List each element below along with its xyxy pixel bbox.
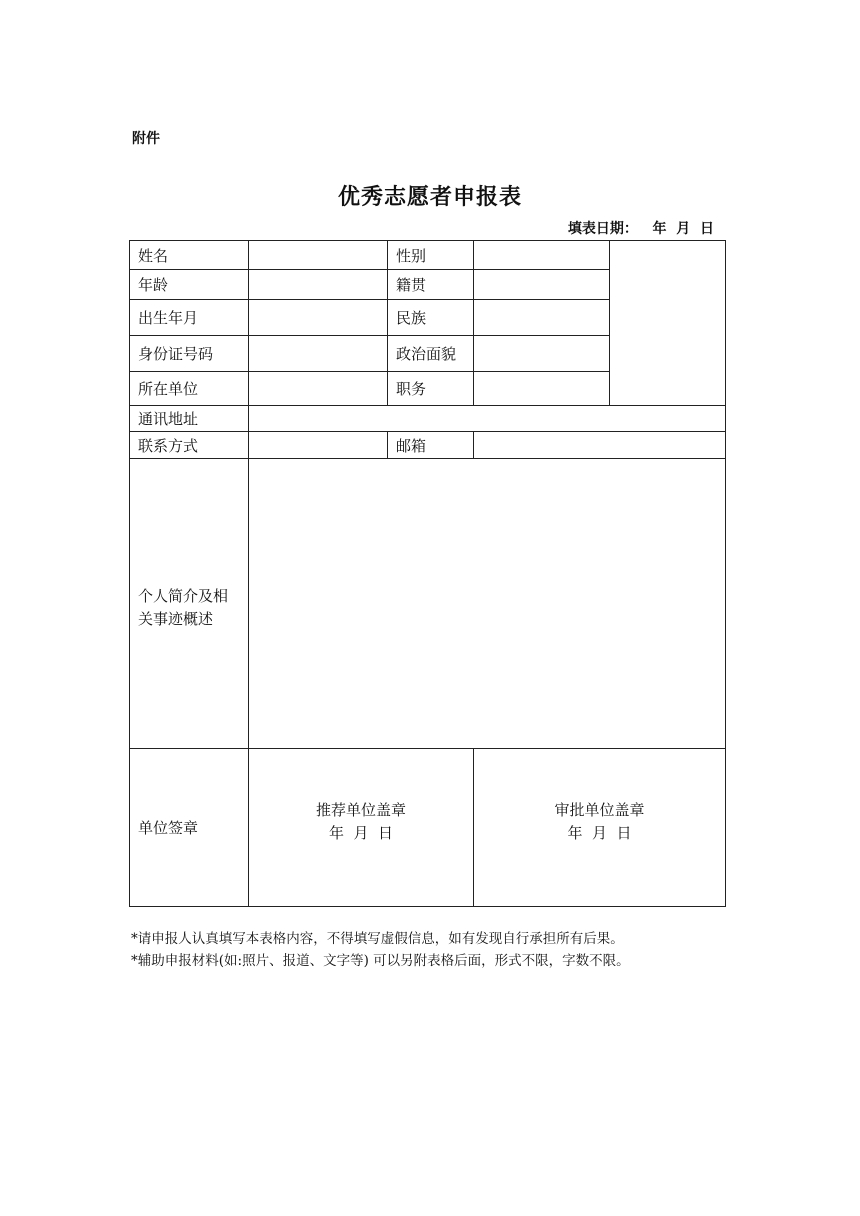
bio-field[interactable] <box>249 459 726 749</box>
unit-field[interactable] <box>249 372 388 406</box>
contact-field[interactable] <box>249 432 388 459</box>
age-label: 年龄 <box>130 270 249 300</box>
id-label: 身份证号码 <box>130 336 249 372</box>
address-field[interactable] <box>249 406 726 432</box>
unit-label: 所在单位 <box>130 372 249 406</box>
native-place-field[interactable] <box>474 270 610 300</box>
approve-seal-text: 审批单位盖章 <box>554 800 645 819</box>
email-field[interactable] <box>474 432 726 459</box>
attachment-label: 附件 <box>132 131 160 147</box>
recommend-seal-text: 推荐单位盖章 <box>315 800 406 819</box>
political-field[interactable] <box>474 336 610 372</box>
ethnicity-field[interactable] <box>474 300 610 336</box>
notes <box>131 928 630 972</box>
gender-field[interactable] <box>474 241 610 270</box>
page-title: 优秀志愿者申报表 <box>337 184 522 210</box>
fill-date: 填表日期： 年 月 日 <box>567 221 714 237</box>
position-field[interactable] <box>474 372 610 406</box>
contact-label: 联系方式 <box>130 432 249 459</box>
photo-cell[interactable] <box>610 241 726 406</box>
email-label: 邮箱 <box>388 432 474 459</box>
native-place-label: 籍贯 <box>388 270 474 300</box>
application-form <box>129 240 726 907</box>
bio-label <box>130 459 249 749</box>
gender-label: 性别 <box>388 241 474 270</box>
address-label: 通讯地址 <box>130 406 249 432</box>
note-1: *请申报人认真填写本表格内容，不得填写虚假信息，如有发现自行承担所有后果。 <box>131 931 624 947</box>
political-label: 政治面貌 <box>388 336 474 372</box>
bio-label-line1: 个人简介及相 <box>138 586 229 605</box>
ethnicity-label: 民族 <box>388 300 474 336</box>
approve-seal-date: 年 月 日 <box>567 823 632 842</box>
bio-label-line2: 关事迹概述 <box>138 609 214 628</box>
note-2: *辅助申报材料(如:照片、报道、文字等) 可以另附表格后面，形式不限，字数不限。 <box>131 953 630 969</box>
age-field[interactable] <box>249 270 388 300</box>
id-field[interactable] <box>249 336 388 372</box>
birth-label: 出生年月 <box>130 300 249 336</box>
recommend-seal-cell[interactable] <box>249 749 474 907</box>
name-label: 姓名 <box>130 241 249 270</box>
birth-field[interactable] <box>249 300 388 336</box>
name-field[interactable] <box>249 241 388 270</box>
seal-label: 单位签章 <box>130 749 249 907</box>
approve-seal-cell[interactable] <box>474 749 726 907</box>
position-label: 职务 <box>388 372 474 406</box>
recommend-seal-date: 年 月 日 <box>328 823 394 842</box>
